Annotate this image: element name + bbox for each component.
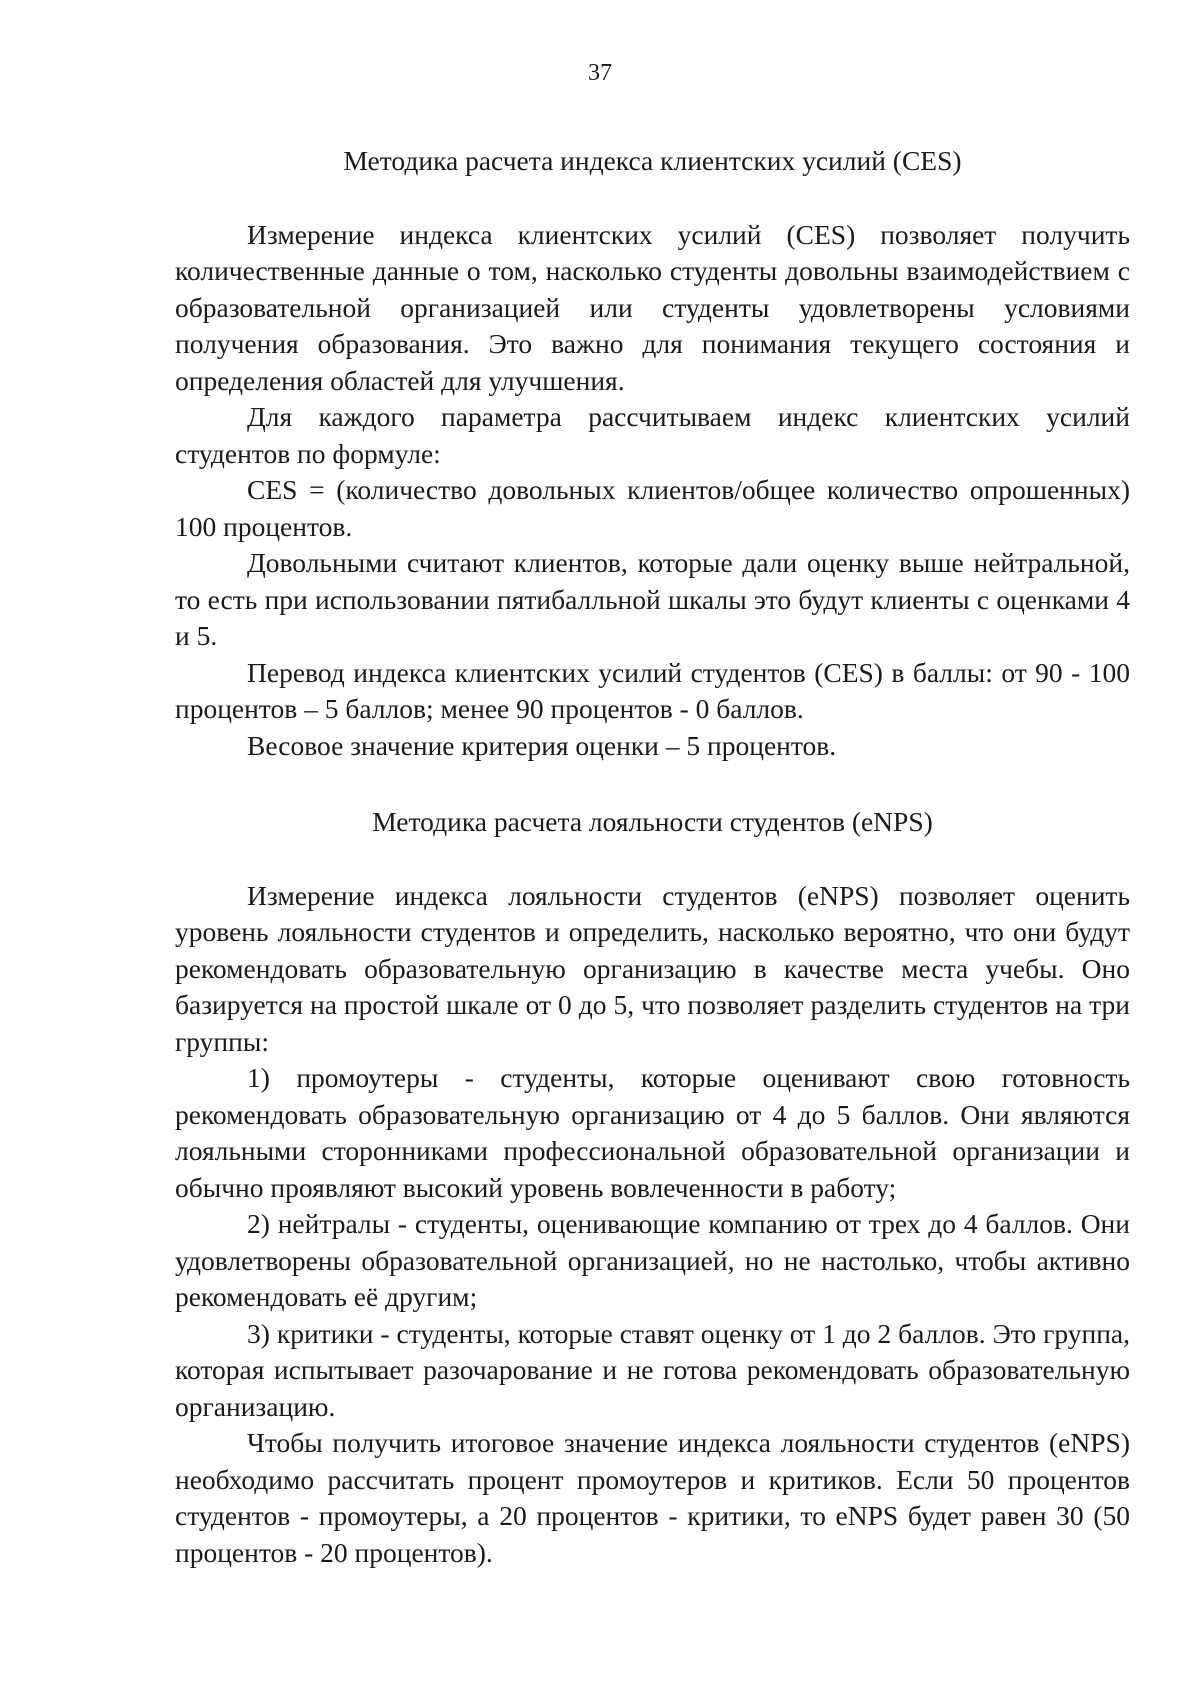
page-number: 37 [588, 60, 612, 86]
paragraph-enps-critics: 3) критики - студенты, которые ставят оценку от 1 до 2 баллов. Это группа, которая испытывает разочарование и не готова рекомендовать образовательную организацию. [175, 1317, 1130, 1422]
paragraph-enps-neutrals: 2) нейтралы - студенты, оценивающие компанию от трех до 4 баллов. Они удовлетворены образовательной организацией, но не настолько, чтобы активно рекомендовать её другим; [175, 1208, 1130, 1312]
paragraph-ces-weight: Весовое значение критерия оценки – 5 процентов. [247, 729, 837, 761]
paragraph-enps-calculation: Чтобы получить итоговое значение индекса лояльности студентов (eNPS) необходимо рассчитать процент промоутеров и критиков. Если 50 процентов студентов - промоутеры, а 20 процентов - критики, то eNPS будет равен 30 (50 процентов - 20 процентов). [175, 1427, 1130, 1568]
paragraph-ces-method: Для каждого параметра рассчитываем индекс клиентских усилий студентов по формуле: [175, 401, 1130, 469]
page-content [175, 143, 1130, 1571]
paragraph-ces-satisfied: Довольными считают клиентов, которые дали оценку выше нейтральной, то есть при использовании пятибалльной шкалы это будут клиенты с оценками 4 и 5. [175, 547, 1130, 651]
paragraph-ces-intro: Измерение индекса клиентских усилий (CES) позволяет получить количественные данные о том, насколько студенты довольны взаимодействием с образовательной организацией или студенты удовлетворены условиями получения образования. Это важно для понимания текущего состояния и определения областей для улучшения. [175, 218, 1130, 396]
paragraph-ces-scoring: Перевод индекса клиентских усилий студентов (CES) в баллы: от 90 - 100 процентов – 5 баллов; менее 90 процентов - 0 баллов. [175, 656, 1130, 724]
section-title-ces: Методика расчета индекса клиентских усилий (CES) [343, 145, 962, 176]
paragraph-enps-intro: Измерение индекса лояльности студентов (eNPS) позволяет оценить уровень лояльности студентов и определить, насколько вероятно, что они будут рекомендовать образовательную организацию в качестве места учебы. Оно базируется на простой шкале от 0 до 5, что позволяет разделить студентов на три группы: [175, 879, 1130, 1057]
paragraph-ces-formula: CES = (количество довольных клиентов/общее количество опрошенных) 100 процентов. [175, 474, 1130, 542]
section-title-enps: Методика расчета лояльности студентов (eNPS) [372, 806, 933, 837]
paragraph-enps-promoters: 1) промоутеры - студенты, которые оценивают свою готовность рекомендовать образовательную организацию от 4 до 5 баллов. Они являются лояльными сторонниками профессиональной образовательной организации и обычно проявляют высокий уровень вовлеченности в работу; [175, 1062, 1130, 1203]
